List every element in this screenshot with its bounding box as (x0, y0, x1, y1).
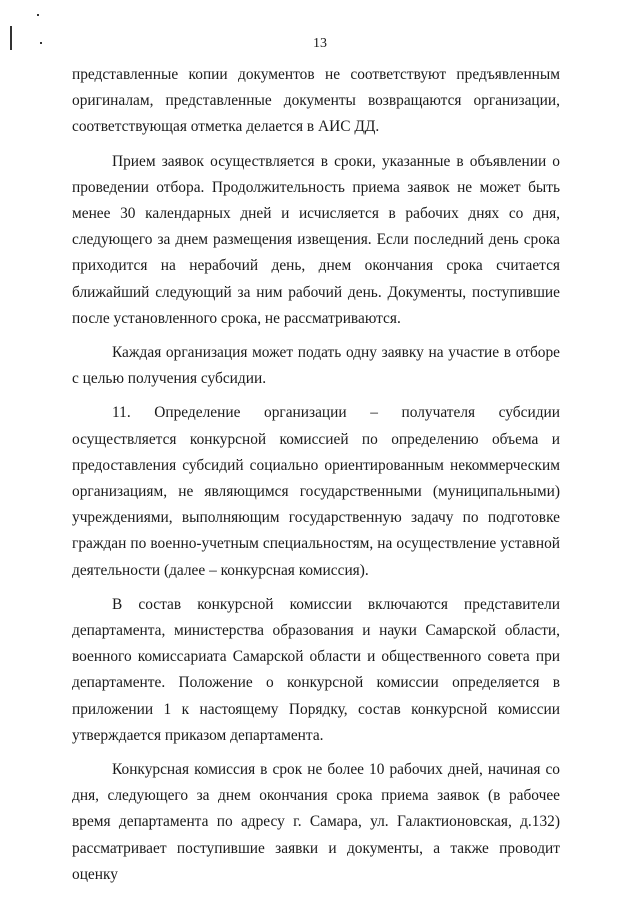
paragraph: представленные копии документов не соответствуют предъявленным оригиналам, представленные документы возвращаются организации, соответствующая отметка делается в АИС ДД. (72, 66, 560, 136)
document-body (72, 62, 560, 896)
page-number: 13 (313, 36, 327, 51)
paragraph: Каждая организация может подать одну заявку на участие в отборе с целью получения субсидии. (72, 344, 560, 388)
paragraph: Конкурсная комиссия в срок не более 10 рабочих дней, начиная со дня, следующего за днем окончания срока приема заявок (в рабочее время департамента по адресу г. Самара, ул. Галактионовская, д.132) рассматривает поступившие заявки и документы, а также проводит оценку (72, 761, 560, 883)
paragraph: В состав конкурсной комиссии включаются представители департамента, министерства образования и науки Самарской области, военного комиссариата Самарской области и общественного совета при департаменте. Положение о конкурсной комиссии определяется в приложении 1 к настоящему Порядку, состав конкурсной комиссии утверждается приказом департамента. (72, 595, 560, 744)
paragraph: 11. Определение организации – получателя субсидии осуществляется конкурсной комиссией по определению объема и предоставления субсидий социально ориентированным некоммерческим организациям, не являющимся государственными (муниципальными) учреждениями, выполняющим государственную задачу по подготовке граждан по военно-учетным специальностям, на осуществление уставной деятельности (далее – конкурсная комиссия). (72, 404, 560, 579)
paragraph: Прием заявок осуществляется в сроки, указанные в объявлении о проведении отбора. Продолжительность приема заявок не может быть менее 30 календарных дней и исчисляется в рабочих днях со дня, следующего за днем размещения извещения. Если последний день срока приходится на нерабочий день, днем окончания срока считается ближайший следующий за ним рабочий день. Документы, поступившие после установленного срока, не рассматриваются. (72, 152, 560, 327)
scan-dot (37, 14, 39, 16)
